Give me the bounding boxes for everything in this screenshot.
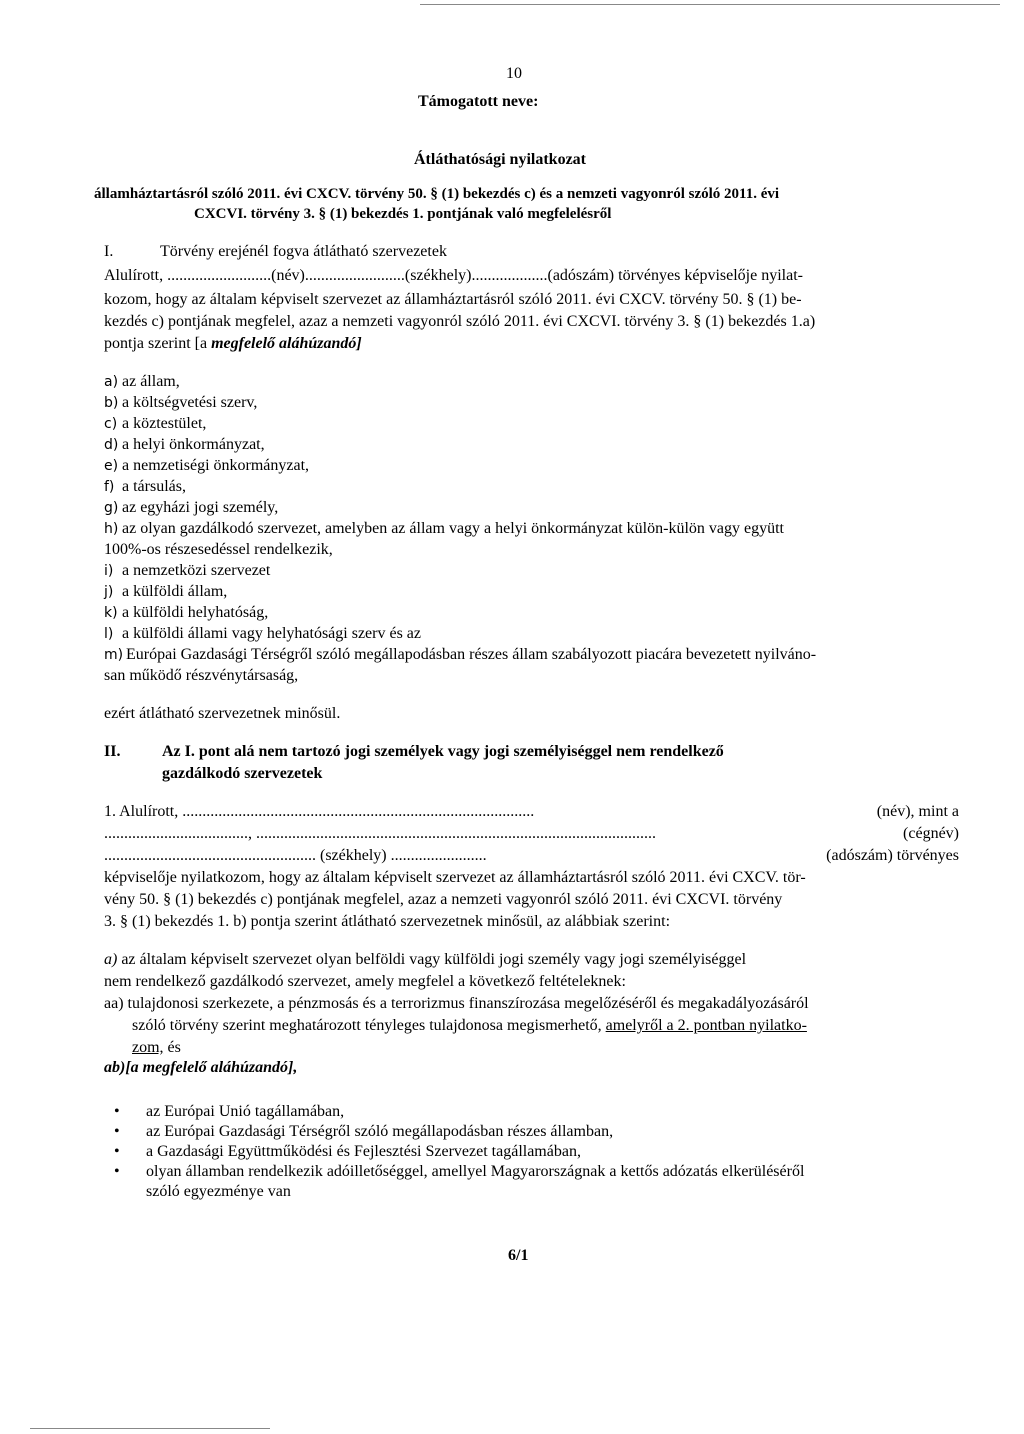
list-item-text: a külföldi helyhatóság,: [122, 604, 269, 621]
bullet-text: olyan államban rendelkezik adóilletőséggel, amellyel Magyarországnak a kettős adózatás elkerüléséről: [146, 1163, 805, 1180]
list-item: [104, 645, 816, 665]
list-letter: g): [104, 500, 119, 516]
list-item-text: Európai Gazdasági Térségről szóló megállapodásban részes állam szabályozott piacára bevezetett nyilváno-: [126, 646, 817, 663]
list-item-text: az egyházi jogi személy,: [122, 499, 279, 516]
bullet-text: a Gazdasági Együttműködési és Fejlesztési Szervezet tagállamában,: [146, 1143, 581, 1160]
list-item-continuation: 100%-os részesedéssel rendelkezik,: [104, 541, 333, 558]
declaration-title: Átláthatósági nyilatkozat: [414, 151, 586, 168]
bullet-item: [114, 1102, 120, 1122]
bullet-text: az Európai Unió tagállamában,: [146, 1103, 345, 1120]
section-1-para-line-1: Alulírott, ..........................(név).........................(székhely)...................(adószám) törvényes képviselője nyilat-: [104, 267, 803, 284]
list-item: [104, 519, 784, 539]
section-2-number: II.: [104, 743, 121, 760]
s2-aa-line-1: aa) tulajdonosi szerkezete, a pénzmosás és a terrorizmus finanszírozása megelőzéséről és megakadályozásáról: [104, 995, 809, 1012]
list-letter: i): [104, 563, 114, 579]
para-line-4-emphasis: megfelelő aláhúzandó]: [211, 335, 362, 352]
s2-p1-line-1-right: (név), mint a: [876, 803, 959, 820]
list-item: [104, 435, 265, 455]
section-1-para-line-4: [104, 334, 362, 354]
s2-p1-line-3-left: ..................................................... (székhely) ........................: [104, 847, 487, 864]
subtitle-line-2: CXCVI. törvény 3. § (1) bekezdés 1. pontjának való megfelelésről: [194, 206, 612, 222]
s2-aa-rest: és: [163, 1039, 181, 1056]
s2-p1-line-5: vény 50. § (1) bekezdés c) pontjának megfelel, azaz a nemzeti vagyonról szóló 2011. évi CXCVI. törvény: [104, 891, 783, 908]
list-item: [104, 624, 421, 644]
list-item: [104, 372, 180, 392]
list-item: [104, 456, 309, 476]
list-item-text: a köztestület,: [122, 415, 207, 432]
section-1-number: I.: [104, 243, 114, 260]
list-item: [104, 477, 186, 497]
list-letter: l): [104, 626, 114, 642]
bullet-icon: •: [114, 1163, 120, 1180]
bullet-item: [114, 1162, 120, 1182]
s2-p1-line-6: 3. § (1) bekezdés 1. b) pontja szerint átlátható szervezetnek minősül, az alábbiak szerint:: [104, 913, 671, 930]
list-item: [104, 561, 270, 581]
list-item-text: a költségvetési szerv,: [122, 394, 258, 411]
bullet-icon: •: [114, 1103, 120, 1120]
list-letter: m): [104, 647, 124, 663]
s2-p1-line-3-right: (adószám) törvényes: [826, 847, 959, 864]
list-letter: e): [104, 458, 119, 474]
section-2-heading-line-1: Az I. pont alá nem tartozó jogi személyek vagy jogi személyiséggel nem rendelkező: [162, 743, 724, 760]
para-line-4-prefix: pontja szerint [a: [104, 335, 212, 352]
list-letter: d): [104, 437, 119, 453]
bullet-icon: •: [114, 1123, 120, 1140]
list-item: [104, 603, 268, 623]
bullet-item: [114, 1142, 120, 1162]
s2-a-line-1: [104, 950, 746, 970]
list-letter: h): [104, 521, 119, 537]
list-letter: c): [104, 416, 118, 432]
list-item-text: a társulás,: [122, 478, 186, 495]
list-item-text: a külföldi állam,: [122, 583, 228, 600]
page-number: 10: [506, 65, 522, 82]
section-1-para-line-2: kozom, hogy az általam képviselt szervezet az államháztartásról szóló 2011. évi CXCV. törvény 50. § (1) be-: [104, 291, 802, 308]
footer-page-number: 6/1: [508, 1247, 529, 1264]
list-item: [104, 414, 206, 434]
section-1-conclusion: ezért átlátható szervezetnek minősül.: [104, 705, 341, 722]
s2-p1-line-2-right: (cégnév): [903, 825, 959, 842]
list-letter: k): [104, 605, 118, 621]
s2-aa-plain: szóló törvény szerint meghatározott tényleges tulajdonosa megismerhető,: [132, 1017, 606, 1034]
s2-a-text: az általam képviselt szervezet olyan belföldi vagy külföldi jogi személy vagy jogi személyiséggel: [117, 951, 747, 968]
list-item-text: a helyi önkormányzat,: [122, 436, 265, 453]
bullet-item: [114, 1122, 120, 1142]
list-item-text: az állam,: [122, 373, 180, 390]
list-item: [104, 393, 257, 413]
s2-a-line-2: nem rendelkező gazdálkodó szervezet, amely megfelel a következő feltételeknek:: [104, 973, 626, 990]
list-item-text: a nemzetiségi önkormányzat,: [122, 457, 310, 474]
list-letter: f): [104, 479, 115, 495]
bottom-scan-line: [30, 1428, 270, 1429]
list-item: [104, 582, 227, 602]
list-item-text: a nemzetközi szervezet: [122, 562, 271, 579]
list-letter: a): [104, 374, 119, 390]
s2-aa-line-3: [132, 1038, 181, 1058]
list-item-continuation: san működő részvénytársaság,: [104, 667, 299, 684]
s2-aa-underlined-2: zom,: [132, 1039, 164, 1056]
list-item: [104, 498, 278, 518]
section-2-heading-line-2: gazdálkodó szervezetek: [162, 765, 323, 782]
s2-ab-line: ab)[a megfelelő aláhúzandó],: [104, 1059, 298, 1076]
bullet-text-continuation: szóló egyezménye van: [146, 1183, 291, 1200]
top-scan-line: [420, 4, 1000, 5]
subtitle-line-1: államháztartásról szóló 2011. évi CXCV. törvény 50. § (1) bekezdés c) és a nemzeti vagyonról szóló 2011. évi: [94, 186, 780, 202]
beneficiary-label: Támogatott neve:: [418, 93, 539, 110]
section-1-para-line-3: kezdés c) pontjának megfelel, azaz a nemzeti vagyonról szóló 2011. évi CXCVI. törvény 3. § (1) bekezdés 1.a): [104, 313, 816, 330]
s2-p1-line-1-left: 1. Alulírott, ........................................................................................: [104, 803, 535, 820]
list-item-text: a külföldi állami vagy helyhatósági szerv és az: [122, 625, 422, 642]
bullet-icon: •: [114, 1143, 120, 1160]
s2-p1-line-2-left: ...................................., ....................................................................................................: [104, 825, 656, 842]
s2-aa-underlined: amelyről a 2. pontban nyilatko-: [605, 1017, 807, 1034]
s2-aa-line-2: [132, 1016, 807, 1036]
section-1-heading: Törvény erejénél fogva átlátható szervezetek: [160, 243, 447, 260]
list-letter: b): [104, 395, 119, 411]
list-letter: j): [104, 584, 114, 600]
s2-p1-line-4: képviselője nyilatkozom, hogy az általam képviselt szervezet az államháztartásról szóló 2011. évi CXCV. tör-: [104, 869, 806, 886]
s2-a-label: a): [104, 951, 118, 968]
list-item-text: az olyan gazdálkodó szervezet, amelyben az állam vagy a helyi önkormányzat külön-külön vagy együtt: [122, 520, 784, 537]
bullet-text: az Európai Gazdasági Térségről szóló megállapodásban részes államban,: [146, 1123, 614, 1140]
